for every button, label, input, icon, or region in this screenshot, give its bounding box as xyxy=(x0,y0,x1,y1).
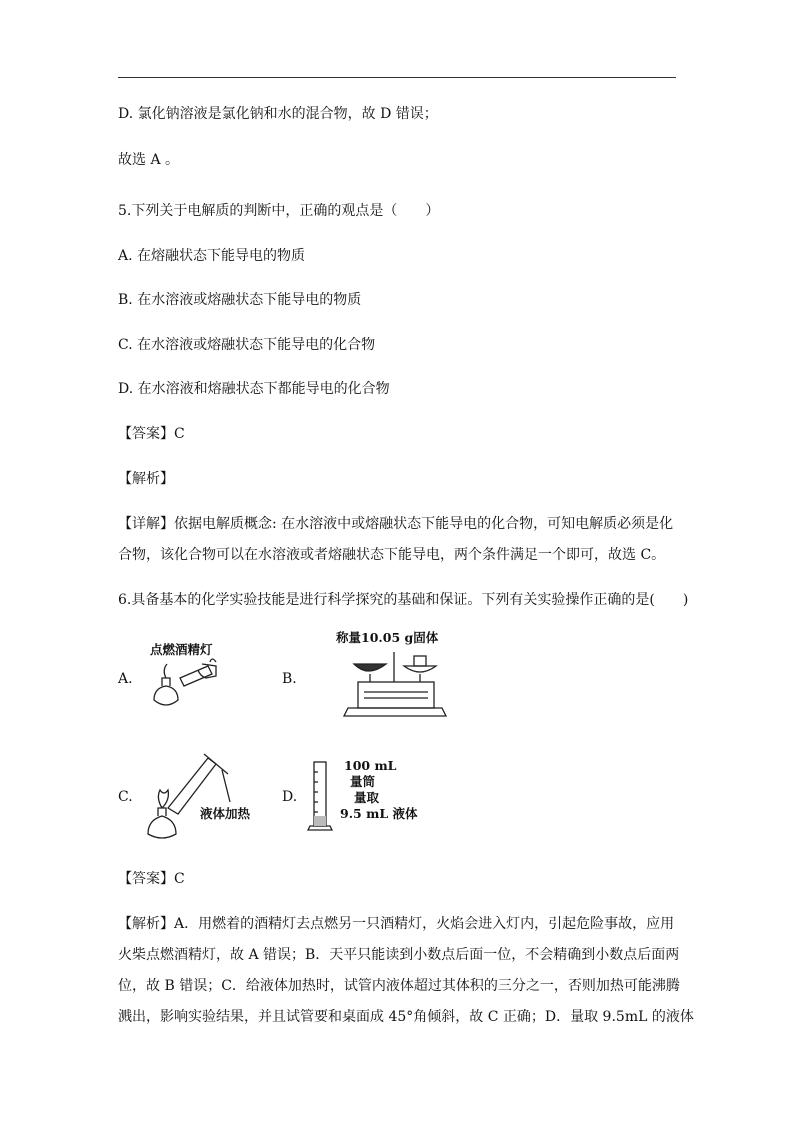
figure-b-label: B. xyxy=(282,671,297,687)
analysis-6-line-3: 位，故 B 错误；C．给液体加热时，试管内液体超过其体积的三分之一，否则加热可能沸腾 xyxy=(118,978,680,994)
figure-a-lighting-alcohol-lamp xyxy=(140,640,240,716)
explanation-5-line-1: 【详解】依据电解质概念: 在水溶液中或熔融状态下能导电的化合物，可知电解质必须是化 xyxy=(118,516,674,532)
question-5: 5.下列关于电解质的判断中，正确的观点是（ ） xyxy=(118,203,440,219)
figure-d-caption-volume: 9.5 mL 液体 xyxy=(340,806,418,821)
figure-d-caption-measure: 量取 xyxy=(354,790,380,805)
analysis-6-line-2: 火柴点燃酒精灯，故 A 错误；B．天平只能读到小数点后面一位，不会精确到小数点后面两 xyxy=(118,947,680,963)
answer-5: 【答案】C xyxy=(118,426,185,442)
question-6: 6.具备基本的化学实验技能是进行科学探究的基础和保证。下列有关实验操作正确的是( ) xyxy=(118,592,689,608)
analysis-6-line-1: 【解析】A．用燃着的酒精灯去点燃另一只酒精灯，火焰会进入灯内，引起危险事故，应用 xyxy=(118,916,675,932)
figure-d-caption-capacity: 100 mL xyxy=(344,758,397,773)
question-5-option-c: C. 在水溶液或熔融状态下能导电的化合物 xyxy=(118,337,376,353)
figure-c-label: C. xyxy=(118,789,133,805)
analysis-5-header: 【解析】 xyxy=(118,471,174,487)
analysis-6-line-4: 溅出，影响实验结果，并且试管要和桌面成 45°角倾斜，故 C 正确；D．量取 9.5mL 的液体 xyxy=(118,1009,694,1025)
figure-c-heating-liquid xyxy=(138,750,258,846)
figure-c-caption: 液体加热 xyxy=(200,806,251,821)
figure-d-measuring-cylinder xyxy=(300,756,420,836)
figure-a-caption: 点燃酒精灯 xyxy=(150,642,213,657)
text-line-option-d: D. 氯化钠溶液是氯化钠和水的混合物，故 D 错误； xyxy=(118,106,438,122)
explanation-5-line-2: 合物，该化合物可以在水溶液或者熔融状态下能导电，两个条件满足一个即可，故选 C。 xyxy=(118,547,666,563)
figure-b-caption: 称量10.05 g固体 xyxy=(336,630,439,645)
header-rule xyxy=(118,77,676,78)
figure-d-caption-cylinder: 量筒 xyxy=(350,774,376,789)
question-5-option-b: B. 在水溶液或熔融状态下能导电的物质 xyxy=(118,292,362,308)
text-line-conclusion: 故选 A 。 xyxy=(118,152,180,168)
figure-a-label: A. xyxy=(118,671,133,687)
figure-b-balance xyxy=(334,628,458,724)
question-5-option-d: D. 在水溶液和熔融状态下都能导电的化合物 xyxy=(118,381,390,397)
question-5-option-a: A. 在熔融状态下能导电的物质 xyxy=(118,248,306,264)
answer-6: 【答案】C xyxy=(118,871,185,887)
figure-d-label: D. xyxy=(282,789,298,805)
